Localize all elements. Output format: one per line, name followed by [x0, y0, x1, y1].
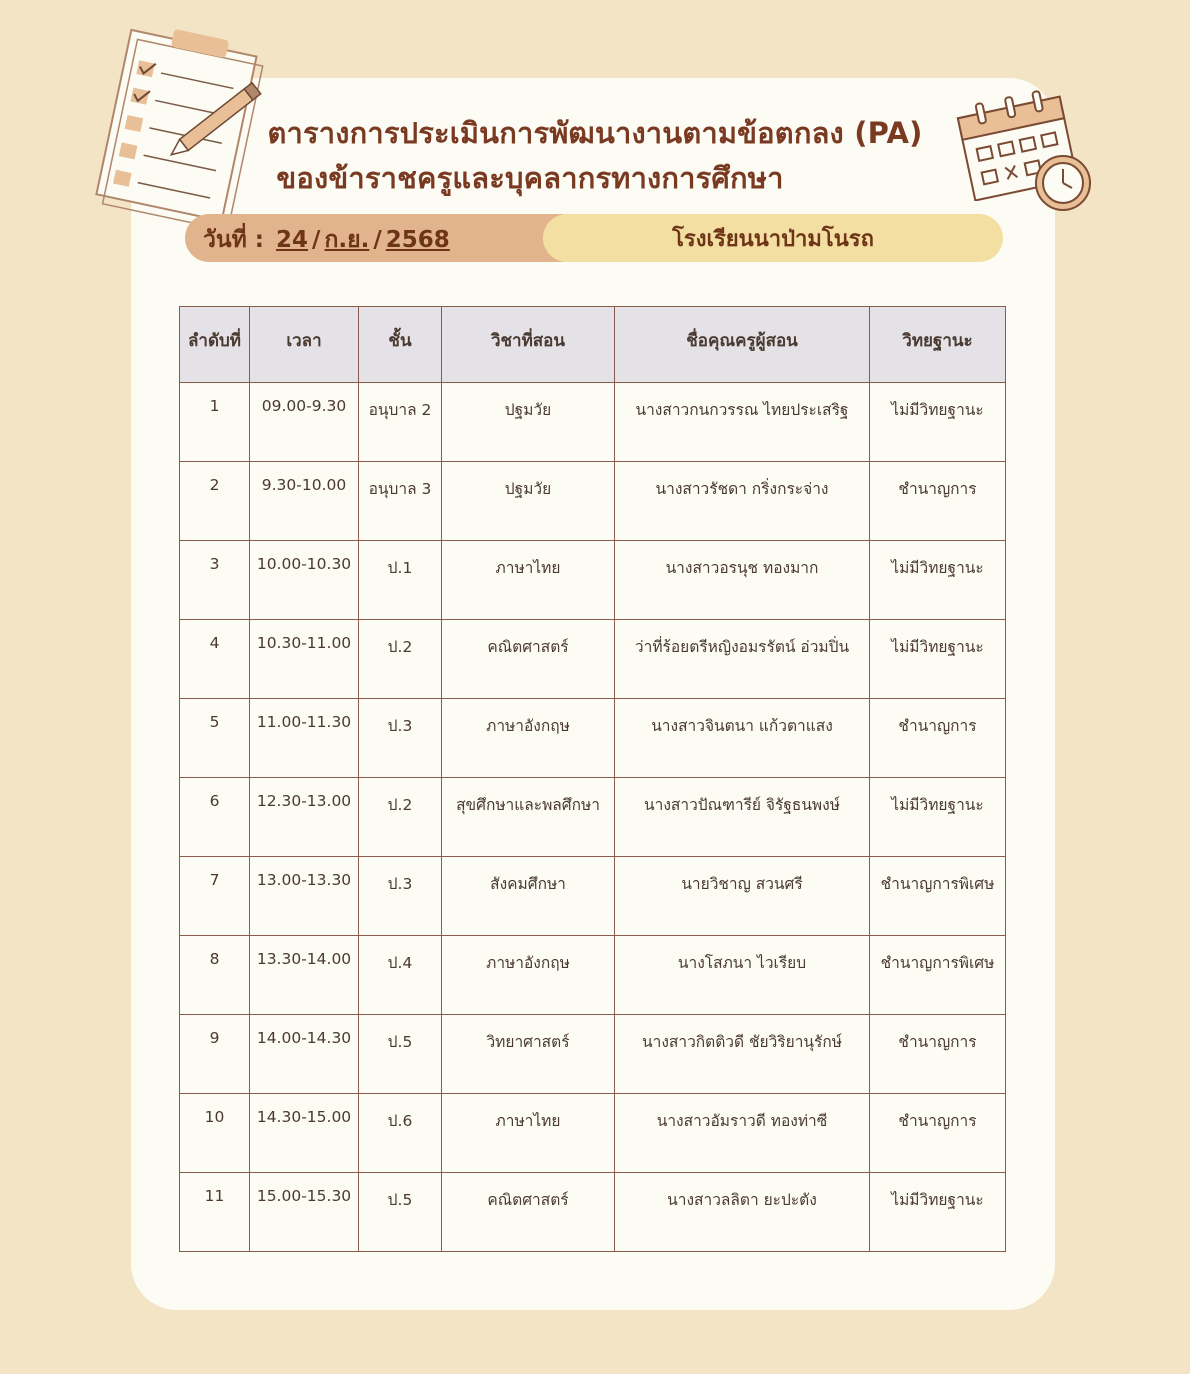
cell-grade: ป.6 — [359, 1094, 442, 1173]
table-row — [180, 778, 1006, 857]
cell-subject: ปฐมวัย — [442, 462, 615, 541]
cell-grade: ป.1 — [359, 541, 442, 620]
page-title-line-1: ตารางการประเมินการพัฒนางานตามข้อตกลง (PA) — [267, 116, 923, 150]
cell-time: 10.30-11.00 — [250, 620, 359, 699]
cell-grade: ป.2 — [359, 620, 442, 699]
table-row — [180, 462, 1006, 541]
date-day: 24 — [276, 227, 309, 253]
clock-icon — [1032, 152, 1094, 214]
cell-academic-standing: ไม่มีวิทยฐานะ — [870, 383, 1006, 462]
cell-subject: ภาษาอังกฤษ — [442, 936, 615, 1015]
cell-grade: อนุบาล 2 — [359, 383, 442, 462]
cell-order: 1 — [180, 383, 250, 462]
cell-teacher: ว่าที่ร้อยตรีหญิงอมรรัตน์ อ่วมปิ่น — [615, 620, 870, 699]
table-row — [180, 1173, 1006, 1252]
school-banner — [543, 214, 1003, 262]
cell-teacher: นางสาวกนกวรรณ ไทยประเสริฐ — [615, 383, 870, 462]
cell-subject: สังคมศึกษา — [442, 857, 615, 936]
cell-time: 15.00-15.30 — [250, 1173, 359, 1252]
cell-time: 12.30-13.00 — [250, 778, 359, 857]
header-grade: ชั้น — [359, 307, 442, 383]
cell-order: 6 — [180, 778, 250, 857]
cell-subject: ภาษาอังกฤษ — [442, 699, 615, 778]
cell-order: 4 — [180, 620, 250, 699]
table-row — [180, 383, 1006, 462]
cell-time: 9.30-10.00 — [250, 462, 359, 541]
cell-teacher: นายวิชาญ สวนศรี — [615, 857, 870, 936]
cell-time: 13.00-13.30 — [250, 857, 359, 936]
cell-teacher: นางสาวลลิตา ยะปะตัง — [615, 1173, 870, 1252]
cell-teacher: นางสาวรัชดา กริ่งกระจ่าง — [615, 462, 870, 541]
date-month: ก.ย. — [324, 227, 370, 253]
page-title-line-2: ของข้าราชครูและบุคลากรทางการศึกษา — [276, 161, 784, 195]
table-row — [180, 1094, 1006, 1173]
cell-subject: ภาษาไทย — [442, 541, 615, 620]
header-teacher: ชื่อคุณครูผู้สอน — [615, 307, 870, 383]
cell-subject: วิทยาศาสตร์ — [442, 1015, 615, 1094]
header-academic-standing: วิทยฐานะ — [870, 307, 1006, 383]
cell-time: 14.00-14.30 — [250, 1015, 359, 1094]
cell-teacher: นางสาวอรนุช ทองมาก — [615, 541, 870, 620]
cell-academic-standing: ไม่มีวิทยฐานะ — [870, 541, 1006, 620]
date-year: 2568 — [385, 227, 450, 253]
cell-order: 7 — [180, 857, 250, 936]
cell-teacher: นางสาวปัณฑารีย์ จิรัฐธนพงษ์ — [615, 778, 870, 857]
cell-academic-standing: ชำนาญการ — [870, 699, 1006, 778]
cell-grade: ป.2 — [359, 778, 442, 857]
date-line: วันที่ : 24 / ก.ย. / 2568 — [203, 222, 454, 258]
cell-teacher: นางสาวอัมราวดี ทองท่าซี — [615, 1094, 870, 1173]
cell-time: 13.30-14.00 — [250, 936, 359, 1015]
cell-grade: ป.3 — [359, 699, 442, 778]
cell-subject: สุขศึกษาและพลศึกษา — [442, 778, 615, 857]
cell-academic-standing: ชำนาญการ — [870, 1015, 1006, 1094]
cell-subject: ภาษาไทย — [442, 1094, 615, 1173]
cell-order: 9 — [180, 1015, 250, 1094]
cell-academic-standing: ชำนาญการ — [870, 1094, 1006, 1173]
cell-time: 14.30-15.00 — [250, 1094, 359, 1173]
table-header-row — [180, 307, 1006, 383]
cell-teacher: นางโสภนา ไวเรียบ — [615, 936, 870, 1015]
cell-grade: ป.3 — [359, 857, 442, 936]
header-subject: วิชาที่สอน — [442, 307, 615, 383]
cell-order: 8 — [180, 936, 250, 1015]
cell-time: 10.00-10.30 — [250, 541, 359, 620]
header-order: ลำดับที่ — [180, 307, 250, 383]
table-row — [180, 541, 1006, 620]
cell-academic-standing: ไม่มีวิทยฐานะ — [870, 1173, 1006, 1252]
cell-grade: ป.5 — [359, 1015, 442, 1094]
date-label: วันที่ : — [203, 227, 265, 253]
cell-order: 3 — [180, 541, 250, 620]
schedule-table — [179, 306, 1006, 1252]
cell-order: 2 — [180, 462, 250, 541]
cell-academic-standing: ไม่มีวิทยฐานะ — [870, 620, 1006, 699]
cell-teacher: นางสาวกิตติวดี ชัยวิริยานุรักษ์ — [615, 1015, 870, 1094]
cell-subject: ปฐมวัย — [442, 383, 615, 462]
cell-academic-standing: ไม่มีวิทยฐานะ — [870, 778, 1006, 857]
header-time: เวลา — [250, 307, 359, 383]
cell-subject: คณิตศาสตร์ — [442, 1173, 615, 1252]
cell-time: 11.00-11.30 — [250, 699, 359, 778]
cell-time: 09.00-9.30 — [250, 383, 359, 462]
school-name: โรงเรียนนาป่ามโนรถ — [672, 226, 874, 252]
table-row — [180, 620, 1006, 699]
table-row — [180, 699, 1006, 778]
cell-order: 5 — [180, 699, 250, 778]
cell-grade: ป.5 — [359, 1173, 442, 1252]
cell-academic-standing: ชำนาญการพิเศษ — [870, 857, 1006, 936]
table-row — [180, 936, 1006, 1015]
cell-academic-standing: ชำนาญการพิเศษ — [870, 936, 1006, 1015]
cell-subject: คณิตศาสตร์ — [442, 620, 615, 699]
cell-academic-standing: ชำนาญการ — [870, 462, 1006, 541]
table-row — [180, 1015, 1006, 1094]
table-row — [180, 857, 1006, 936]
cell-grade: อนุบาล 3 — [359, 462, 442, 541]
cell-grade: ป.4 — [359, 936, 442, 1015]
cell-teacher: นางสาวจินตนา แก้วตาแสง — [615, 699, 870, 778]
cell-order: 11 — [180, 1173, 250, 1252]
cell-order: 10 — [180, 1094, 250, 1173]
